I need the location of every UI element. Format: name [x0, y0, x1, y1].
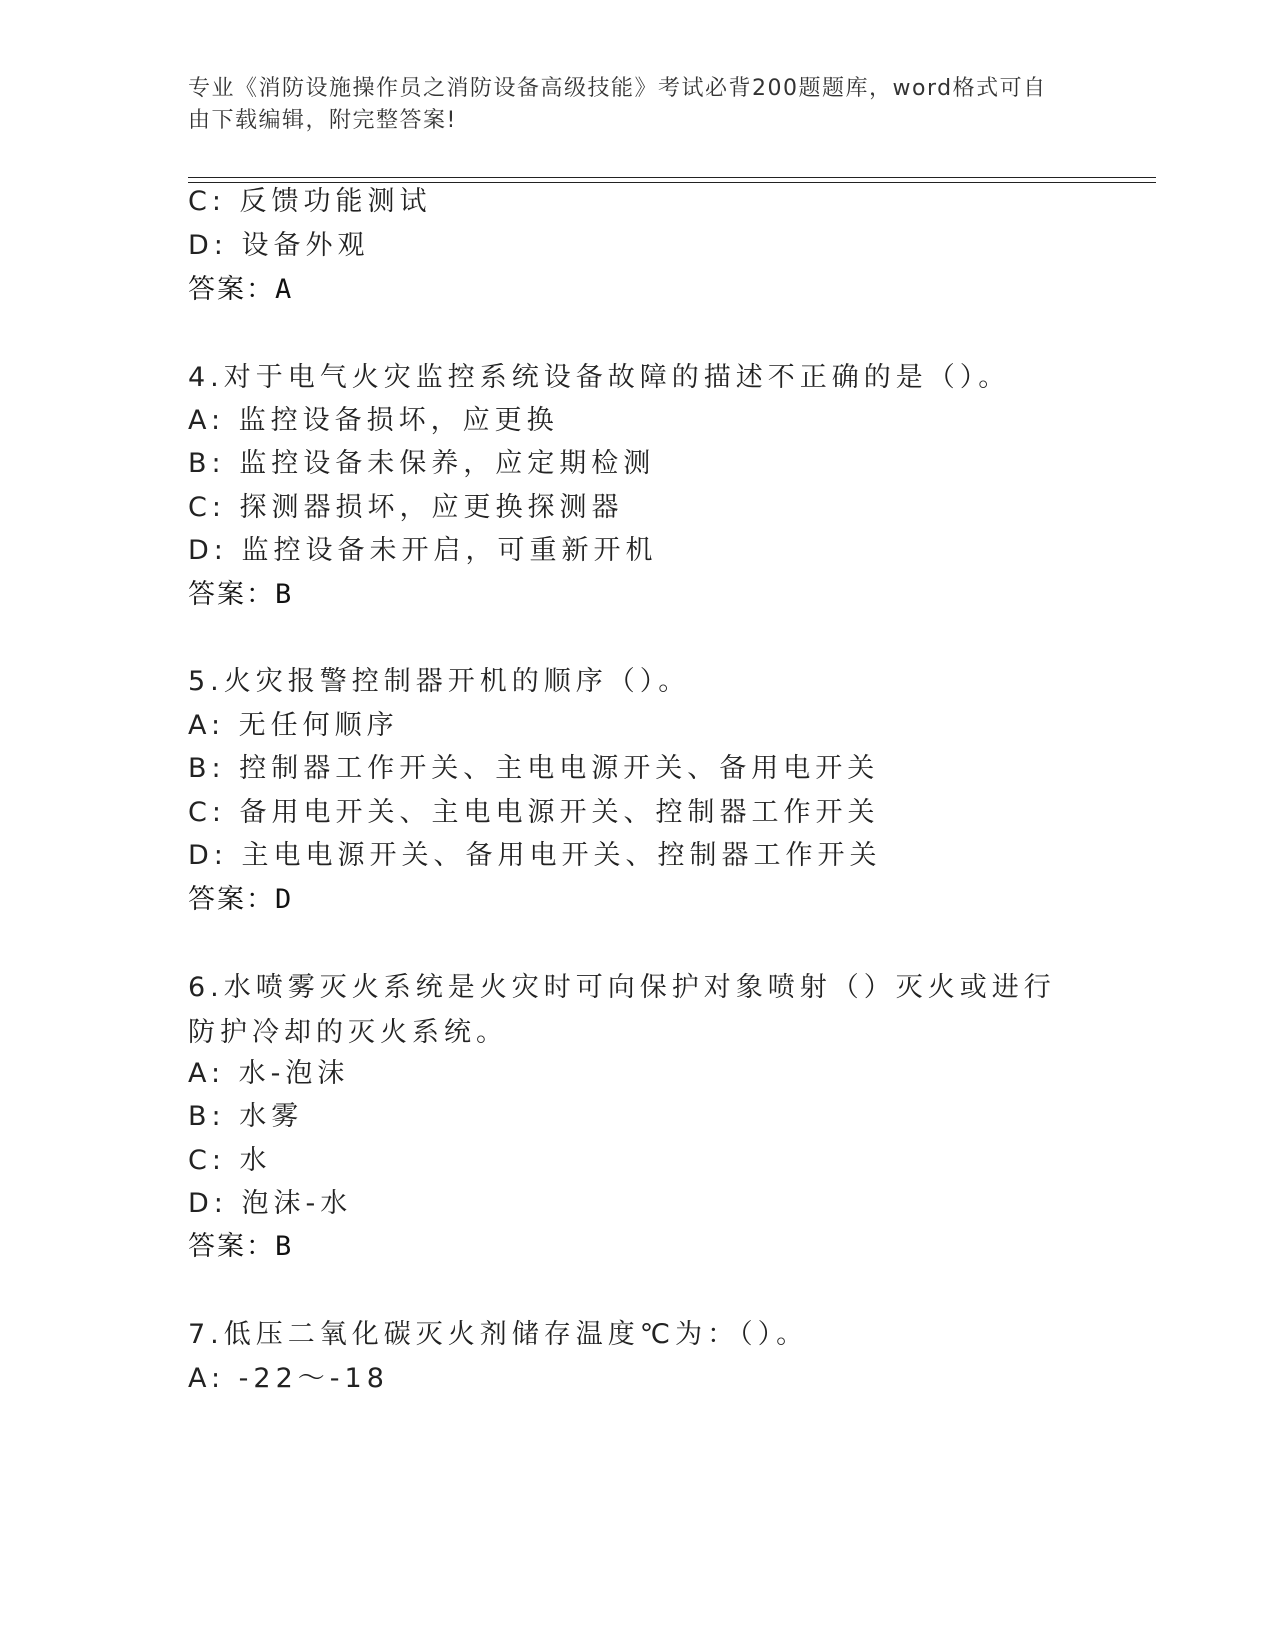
answer-value: A	[275, 274, 294, 305]
q5-option-b: B: 控制器工作开关、主电电源开关、备用电开关	[188, 753, 880, 784]
q6-option-d: D: 泡沫-水	[188, 1188, 353, 1219]
q3-answer	[188, 272, 293, 308]
answer-label: 答案：	[188, 1231, 275, 1262]
q6-option-c: C: 水	[188, 1145, 272, 1176]
header-rule-top	[188, 177, 1156, 178]
answer-label: 答案：	[188, 884, 275, 915]
q5-option-d: D: 主电电源开关、备用电开关、控制器工作开关	[188, 840, 882, 871]
q4-answer	[188, 577, 293, 613]
document-header: 专业《消防设施操作员之消防设备高级技能》考试必背200题题库，word格式可自由下载编辑，附完整答案!	[188, 76, 1047, 133]
q4-option-a: A: 监控设备损坏，应更换	[188, 405, 559, 436]
q4-option-c: C: 探测器损坏，应更换探测器	[188, 492, 624, 523]
q5-question: 5.火灾报警控制器开机的顺序（）。	[188, 666, 691, 697]
answer-value: D	[275, 884, 294, 915]
header-rule-bottom	[188, 182, 1156, 183]
q6-answer	[188, 1229, 293, 1265]
q4-option-d: D: 监控设备未开启，可重新开机	[188, 535, 658, 566]
q3-option-d: D: 设备外观	[188, 230, 370, 261]
answer-label: 答案：	[188, 579, 275, 610]
q4-question: 4.对于电气火灾监控系统设备故障的描述不正确的是（）。	[188, 362, 1011, 393]
answer-label: 答案：	[188, 274, 275, 305]
q6-option-a: A: 水-泡沫	[188, 1058, 350, 1089]
q3-option-c: C: 反馈功能测试	[188, 186, 432, 217]
q5-option-a: A: 无任何顺序	[188, 710, 399, 741]
answer-value: B	[275, 1231, 294, 1262]
q5-answer	[188, 882, 293, 918]
q7-question: 7.低压二氧化碳灭火剂储存温度℃为：（）。	[188, 1319, 809, 1350]
q6-option-b: B: 水雾	[188, 1101, 304, 1132]
answer-value: B	[275, 579, 294, 610]
q7-option-a: A: -22～-18	[188, 1363, 389, 1394]
q4-option-b: B: 监控设备未保养，应定期检测	[188, 448, 656, 479]
q5-option-c: C: 备用电开关、主电电源开关、控制器工作开关	[188, 797, 880, 828]
q6-question: 6.水喷雾灭火系统是火灾时可向保护对象喷射（）灭火或进行防护冷却的灭火系统。	[188, 972, 1056, 1048]
